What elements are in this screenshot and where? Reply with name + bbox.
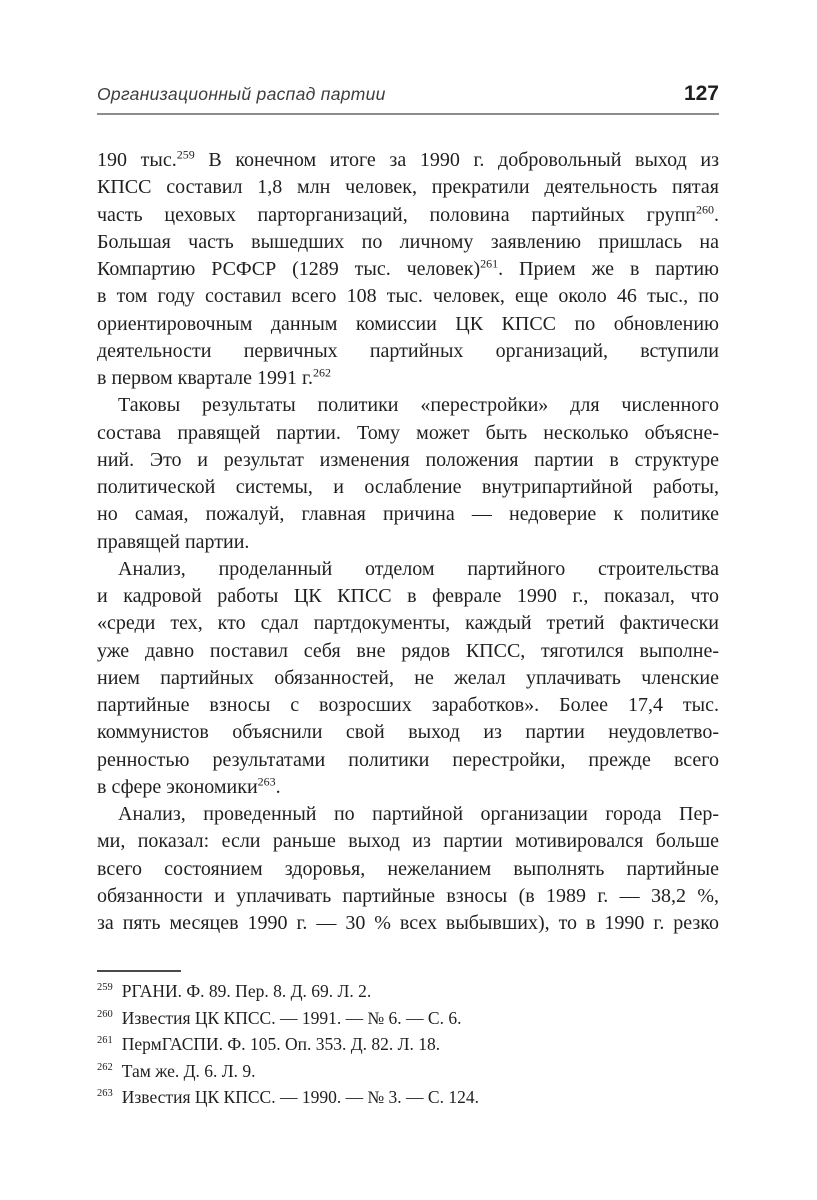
text-line: обязанности и уплачивать партийные взносы (в 1989 г. — 38,2 %, [97, 884, 719, 907]
footnote-ref: 260 [696, 201, 714, 216]
footnote-number: 260 [97, 1008, 113, 1020]
footnote-ref: 261 [480, 256, 499, 271]
text-line: и кадровой работы ЦК КПСС в феврале 1990 г., показал, что [97, 585, 719, 607]
footnote-ref: 259 [176, 147, 195, 162]
text-line: ний. Это и результат изменения положения партии в структуре [97, 448, 719, 471]
text-line: КПСС составил 1,8 млн человек, прекратили деятельность пятая [97, 176, 719, 199]
paragraph [97, 147, 719, 392]
text-line: нием партийных обязанностей, не желал уплачивать членские [97, 666, 719, 689]
text-line: ренностью результатами политики перестройки, прежде всего [97, 748, 719, 771]
text-line: часть цеховых парторганизаций, половина партийных групп$^{260}$. [97, 201, 719, 226]
text-line: Компартию РСФСР (1289 тыс. человек)$^{261}$. Прием же в партию [97, 256, 719, 280]
footnote-ref: 262 [312, 365, 331, 380]
text-line: в том году составил всего 108 тыс. человек, еще около 46 тыс., по [97, 285, 719, 308]
paragraph [97, 556, 719, 801]
text-line: Большая часть вышедших по личному заявлению пришлась на [97, 230, 719, 253]
text-line: правящей партии. [97, 530, 250, 553]
footnote-ref: 263 [257, 774, 276, 789]
footnotes [97, 970, 719, 1111]
text-line: коммунистов объяснили свой выход из партии неудовлетво- [97, 721, 719, 744]
text-line: партийные взносы с возросших заработков». Более 17,4 тыс. [97, 694, 719, 716]
text-line: политической системы, и ослабление внутрипартийной работы, [97, 476, 719, 498]
text-line: деятельности первичных партийных организаций, вступили [97, 339, 719, 362]
text-line: в первом квартале 1991 г.$^{262}$ [97, 365, 331, 389]
text-line: ми, показал: если раньше выход из партии мотивировался больше [97, 830, 719, 853]
footnote-number: 262 [97, 1061, 113, 1073]
body-text [97, 147, 719, 937]
text-line: всего состоянием здоровья, нежеланием выполнять партийные [97, 857, 719, 880]
running-head [97, 82, 719, 115]
footnote-item [97, 1031, 719, 1058]
footnote-text: РГАНИ. Ф. 89. Пер. 8. Д. 69. Л. 2. [121, 981, 372, 1001]
text-line: в сфере экономики$^{263}$. [97, 774, 281, 798]
running-head-title: Организационный распад партии [97, 84, 386, 104]
footnote-item [97, 1084, 719, 1111]
footnote-number: 259 [97, 982, 113, 994]
text-line: Анализ, проведенный по партийной организации города Пер- [118, 803, 719, 825]
text-line: Таковы результаты политики «перестройки» для численного [118, 394, 719, 417]
text-line: уже давно поставил себя вне рядов КПСС, тяготился выполне- [97, 639, 719, 662]
text-line: 190 тыс.$^{259}$ В конечном итоге за 1990 г. добровольный выход из [97, 147, 719, 171]
footnote-text: ПермГАСПИ. Ф. 105. Оп. 353. Д. 82. Л. 18. [121, 1034, 441, 1054]
text-line: но самая, пожалуй, главная причина — недоверие к политике [97, 503, 719, 526]
footnote-item [97, 1005, 719, 1032]
footnote-rule [97, 970, 181, 972]
text-line: Анализ, проделанный отделом партийного строительства [118, 557, 719, 580]
footnote-item [97, 1058, 719, 1085]
footnote-text: Известия ЦК КПСС. — 1991. — № 6. — С. 6. [121, 1007, 462, 1028]
footnote-number: 263 [97, 1088, 113, 1100]
footnote-number: 261 [97, 1035, 113, 1047]
text-line: «среди тех, кто сдал партдокументы, каждый третий фактически [97, 612, 719, 635]
text-line: ориентировочным данным комиссии ЦК КПСС по обновлению [97, 312, 719, 335]
footnote-list [97, 978, 719, 1111]
page-number: 127 [683, 82, 719, 105]
footnote-item [97, 978, 719, 1005]
paragraph [97, 392, 719, 556]
text-line: состава правящей партии. Тому может быть несколько объясне- [97, 421, 719, 444]
paragraph [97, 801, 719, 937]
footnote-text: Там же. Д. 6. Л. 9. [121, 1060, 256, 1081]
footnote-text: Известия ЦК КПСС. — 1990. — № 3. — С. 124. [121, 1087, 479, 1107]
text-line: за пять месяцев 1990 г. — 30 % всех выбывших), то в 1990 г. резко [97, 912, 719, 934]
